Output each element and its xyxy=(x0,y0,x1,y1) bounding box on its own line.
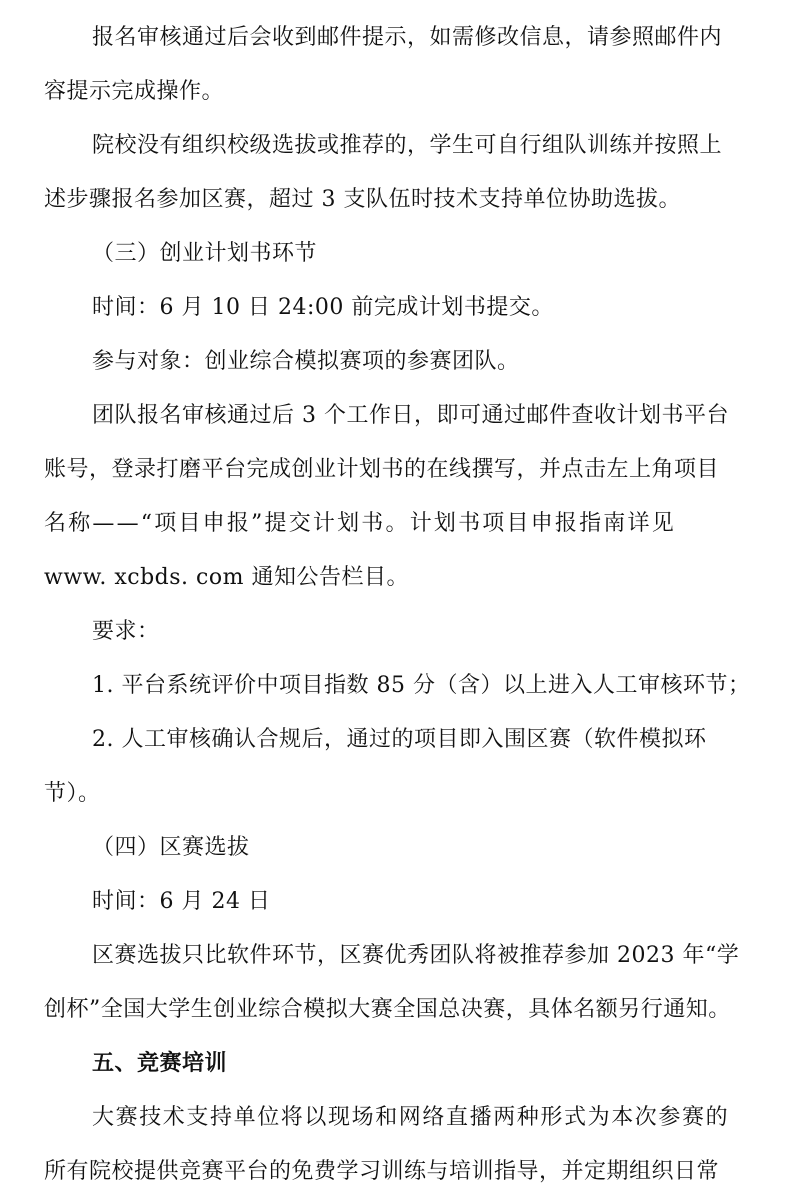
section-4-heading: （四）区赛选拔 xyxy=(92,835,250,860)
paragraph-line: 述步骤报名参加区赛，超过 3 支队伍时技术支持单位协助选拔。 xyxy=(44,187,681,212)
paragraph-line: 创杯”全国大学生创业综合模拟大赛全国总决赛，具体名额另行通知。 xyxy=(44,997,731,1022)
requirement-item: 2. 人工审核确认合规后，通过的项目即入围区赛（软件模拟环 xyxy=(92,727,707,752)
requirements-heading: 要求： xyxy=(92,619,160,644)
section-3-time: 时间：6 月 10 日 24:00 前完成计划书提交。 xyxy=(92,295,554,320)
paragraph-line: 报名审核通过后会收到邮件提示，如需修改信息，请参照邮件内 xyxy=(92,25,723,50)
section-3-target: 参与对象：创业综合模拟赛项的参赛团队。 xyxy=(92,349,520,374)
paragraph-line: 院校没有组织校级选拔或推荐的，学生可自行组队训练并按照上 xyxy=(92,133,723,158)
section-3-heading: （三）创业计划书环节 xyxy=(92,241,318,266)
requirement-item: 1. 平台系统评价中项目指数 85 分（含）以上进入人工审核环节； xyxy=(92,673,751,698)
paragraph-line: 大赛技术支持单位将以现场和网络直播两种形式为本次参赛的 xyxy=(92,1105,730,1130)
paragraph-line: 所有院校提供竞赛平台的免费学习训练与培训指导，并定期组织日常 xyxy=(44,1159,720,1184)
section-5-heading: 五、竞赛培训 xyxy=(92,1051,228,1076)
requirement-item-continued: 节）。 xyxy=(44,781,101,806)
section-4-time: 时间：6 月 24 日 xyxy=(92,889,271,914)
paragraph-line: 团队报名审核通过后 3 个工作日，即可通过邮件查收计划书平台 xyxy=(92,403,729,428)
paragraph-line: 账号，登录打磨平台完成创业计划书的在线撰写，并点击左上角项目 xyxy=(44,457,720,482)
paragraph-line: 容提示完成操作。 xyxy=(44,79,225,104)
paragraph-line: www. xcbds. com 通知公告栏目。 xyxy=(44,565,409,590)
paragraph-line: 名称——“项目申报”提交计划书。计划书项目申报指南详见 xyxy=(44,511,676,536)
paragraph-line: 区赛选拔只比软件环节，区赛优秀团队将被推荐参加 2023 年“学 xyxy=(92,943,740,968)
